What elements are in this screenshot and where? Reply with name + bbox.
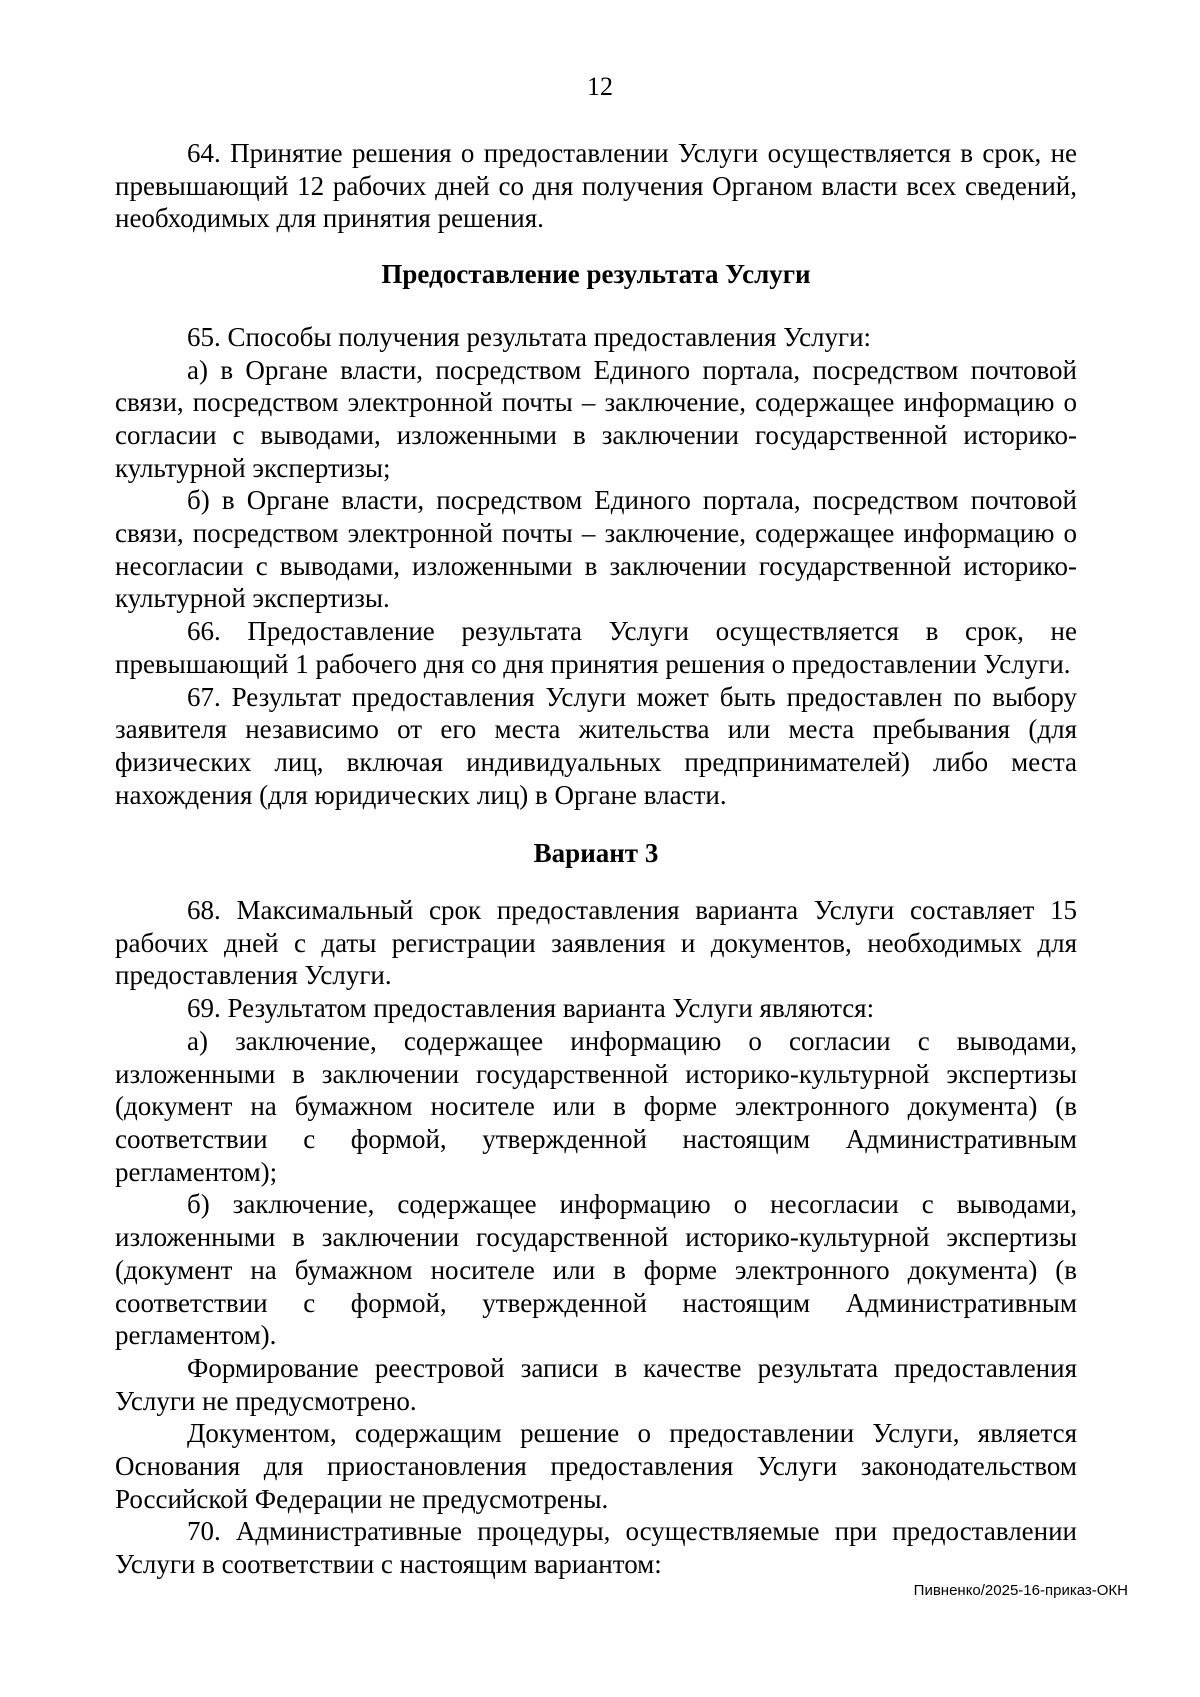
paragraph-decision-document: Документом, содержащим решение о предоставлении Услуги, является Основания для приостановления предоставления Услуги законодательством Российской Федерации не предусмотрены. [115, 1418, 1077, 1514]
paragraph-69: 69. Результатом предоставления варианта Услуги являются: [187, 993, 875, 1024]
section-heading-result: Предоставление результата Услуги [381, 259, 811, 290]
document-body [115, 137, 1077, 1581]
document-footer-code: Пивненко/2025-16-приказ-ОКН [913, 1582, 1128, 1599]
paragraph-68: 68. Максимальный срок предоставления варианта Услуги составляет 15 рабочих дней с даты регистрации заявления и документов, необходимых для предоставления Услуги. [115, 895, 1077, 991]
paragraph-65-b: б) в Органе власти, посредством Единого портала, посредством почтовой связи, посредством электронной почты – заключение, содержащее информацию о несогласии с выводами, изложенными в заключении государственной историко-культурной экспертизы. [115, 485, 1077, 614]
paragraph-66: 66. Предоставление результата Услуги осуществляется в срок, не превышающий 1 рабочего дня со дня принятия решения о предоставлении Услуги. [115, 616, 1077, 679]
paragraph-65-a: а) в Органе власти, посредством Единого портала, посредством почтовой связи, посредством электронной почты – заключение, содержащее информацию о согласии с выводами, изложенными в заключении государственной историко-культурной экспертизы; [115, 354, 1077, 483]
paragraph-67: 67. Результат предоставления Услуги может быть предоставлен по выбору заявителя независимо от его места жительства или места пребывания (для физических лиц, включая индивидуальных предпринимателей) либо места нахождения (для юридических лиц) в Органе власти. [115, 681, 1077, 810]
paragraph-70: 70. Административные процедуры, осуществляемые при предоставлении Услуги в соответствии с настоящим вариантом: [115, 1516, 1077, 1580]
paragraph-registry-record: Формирование реестровой записи в качестве результата предоставления Услуги не предусмотрено. [115, 1352, 1077, 1416]
paragraph-65: 65. Способы получения результата предоставления Услуги: [187, 321, 872, 352]
paragraph-69-b: б) заключение, содержащее информацию о несогласии с выводами, изложенными в заключении государственной историко-культурной экспертизы (документ на бумажном носителе или в форме электронного документа) (в соответствии с формой, утвержденной настоящим Административным регламентом). [115, 1189, 1077, 1351]
section-heading-variant-3: Вариант 3 [533, 838, 659, 869]
page-number: 12 [587, 72, 613, 101]
paragraph-64: 64. Принятие решения о предоставлении Услуги осуществляется в срок, не превышающий 12 рабочих дней со дня получения Органом власти всех сведений, необходимых для принятия решения. [115, 138, 1077, 234]
paragraph-69-a: а) заключение, содержащее информацию о согласии с выводами, изложенными в заключении государственной историко-культурной экспертизы (документ на бумажном носителе или в форме электронного документа) (в соответствии с формой, утвержденной настоящим Административным регламентом); [115, 1025, 1077, 1187]
